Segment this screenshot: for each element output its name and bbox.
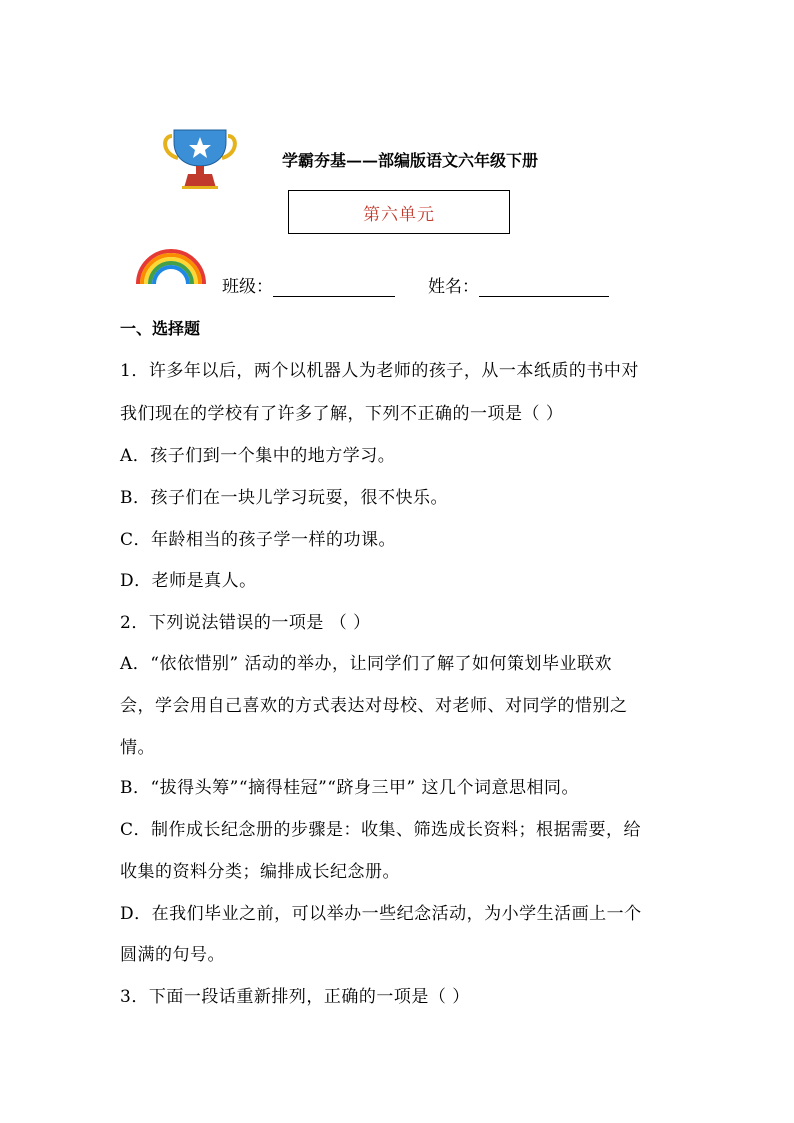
name-blank[interactable] <box>479 278 609 297</box>
question-1-line-2: 我们现在的学校有了许多了解，下列不正确的一项是（ ） <box>120 404 564 424</box>
question-1-line-1: 1．许多年以后，两个以机器人为老师的孩子，从一本纸质的书中对 <box>120 361 639 381</box>
question-3-line-1: 3．下面一段话重新排列，正确的一项是（ ） <box>120 987 470 1007</box>
question-2-option-c-line-1: C．制作成长纪念册的步骤是：收集、筛选成长资料；根据需要，给 <box>120 820 642 840</box>
question-2-option-d-line-1: D．在我们毕业之前，可以举办一些纪念活动，为小学生活画上一个 <box>120 904 642 924</box>
unit-title: 第六单元 <box>363 204 435 225</box>
rainbow-icon <box>134 246 208 286</box>
worksheet-title: 学霸夯基——部编版语文六年级下册 <box>282 151 539 170</box>
question-2-option-b: B．“拔得头筹”“摘得桂冠”“跻身三甲” 这几个词意思相同。 <box>120 778 580 798</box>
class-field-row <box>222 272 395 297</box>
question-1-option-d: D．老师是真人。 <box>120 571 257 591</box>
question-2-option-a-line-2: 会，学会用自己喜欢的方式表达对母校、对老师、对同学的惜别之 <box>120 696 628 716</box>
class-label: 班级： <box>222 277 273 297</box>
question-2-option-d-line-2: 圆满的句号。 <box>120 945 225 965</box>
section-heading: 一、选择题 <box>120 319 201 338</box>
question-2-option-a-line-1: A．“依依惜别” 活动的举办，让同学们了解了如何策划毕业联欢 <box>120 654 613 674</box>
trophy-icon <box>162 128 238 190</box>
question-2-line-1: 2．下列说法错误的一项是 （ ） <box>120 613 371 633</box>
question-2-option-c-line-2: 收集的资料分类；编排成长纪念册。 <box>120 862 400 882</box>
question-2-option-a-line-3: 情。 <box>120 738 155 758</box>
question-1-option-a: A．孩子们到一个集中的地方学习。 <box>120 446 396 466</box>
question-1-option-b: B．孩子们在一块儿学习玩耍，很不快乐。 <box>120 488 448 508</box>
unit-box <box>288 190 510 234</box>
class-blank[interactable] <box>273 278 395 297</box>
question-1-option-c: C．年龄相当的孩子学一样的功课。 <box>120 530 397 550</box>
name-label: 姓名： <box>428 277 479 297</box>
name-field-row <box>428 272 609 297</box>
